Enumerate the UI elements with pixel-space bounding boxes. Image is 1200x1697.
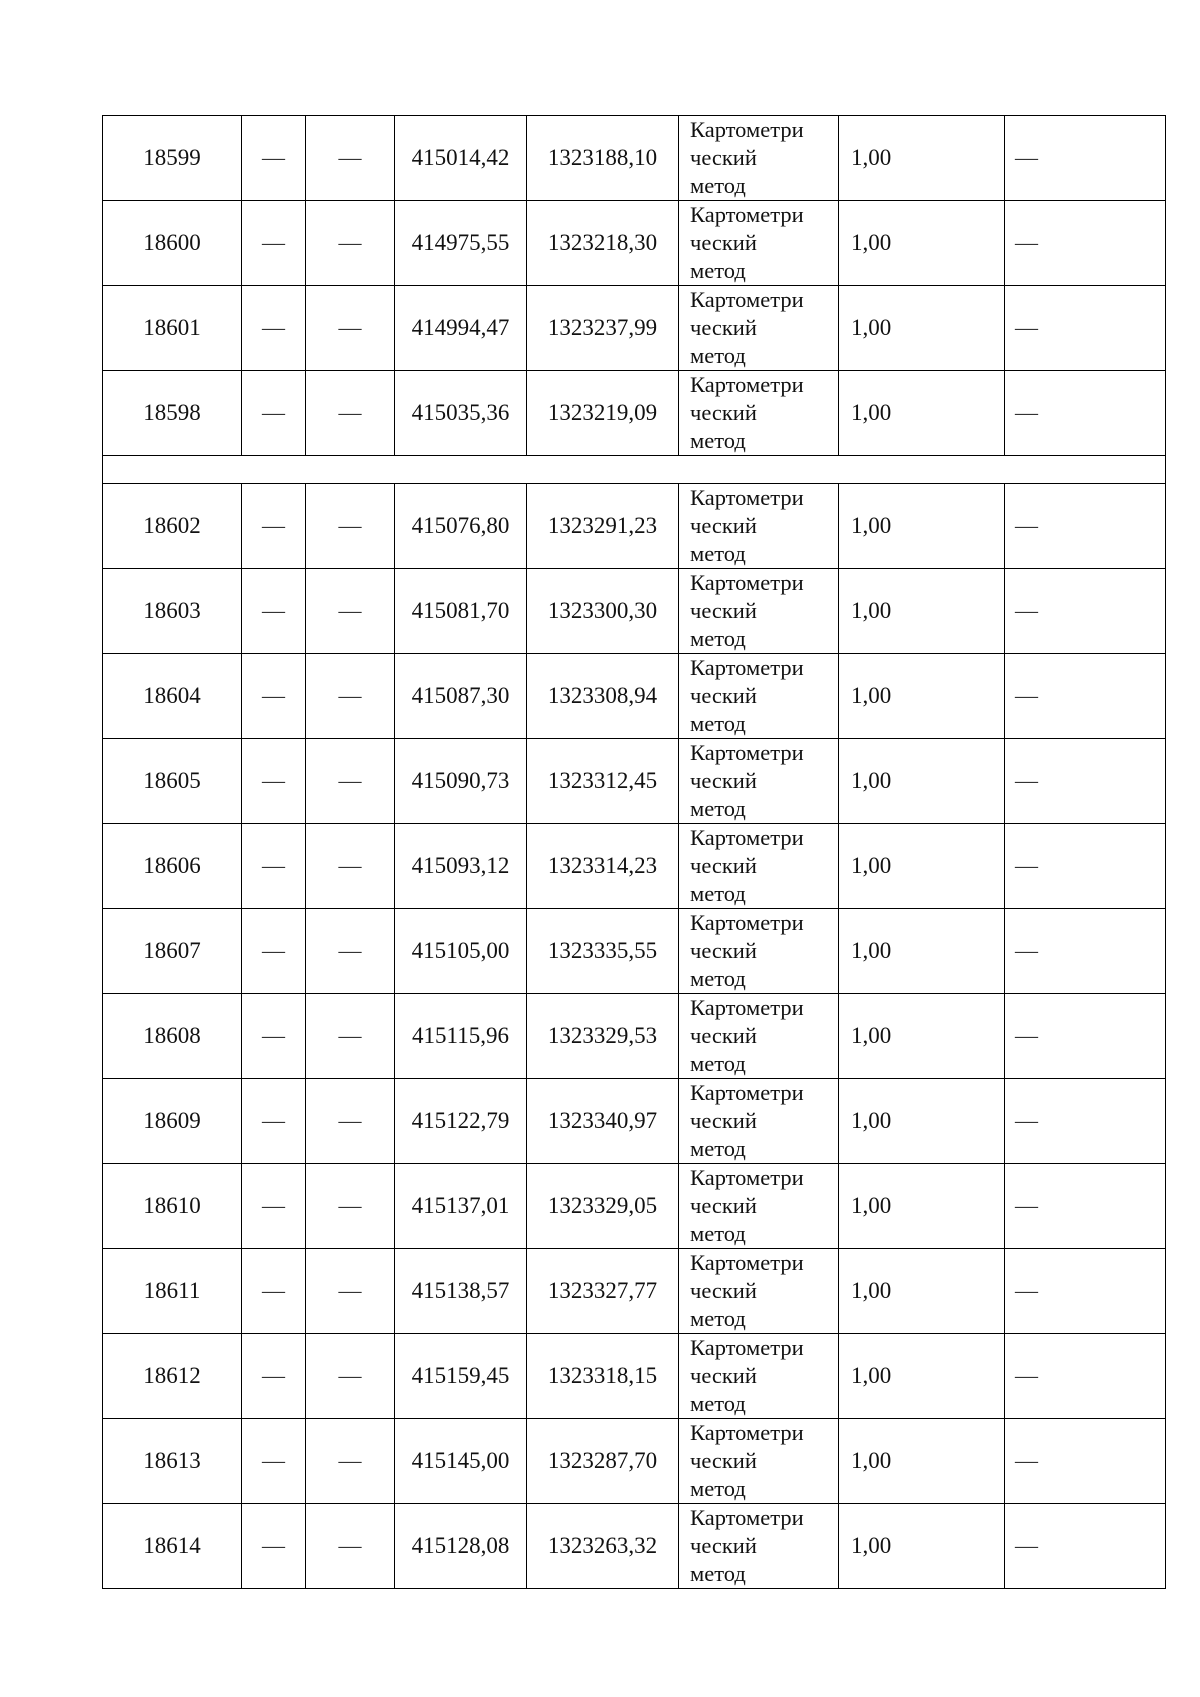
point-number-cell: 18606: [103, 824, 242, 909]
accuracy-cell: 1,00: [839, 371, 1005, 456]
y-coordinate-cell: 1323300,30: [527, 569, 679, 654]
empty-value-cell: —: [242, 569, 306, 654]
empty-value-cell: —: [242, 994, 306, 1079]
method-text-line: метод: [690, 626, 746, 651]
empty-value-cell: —: [306, 201, 395, 286]
empty-value-cell: —: [306, 1164, 395, 1249]
empty-value-cell: —: [306, 286, 395, 371]
method-text-line: ческий: [690, 1533, 757, 1558]
point-number-cell: 18607: [103, 909, 242, 994]
method-cell: [679, 116, 839, 201]
empty-value-cell: —: [1005, 1249, 1166, 1334]
table-row: [103, 1164, 1166, 1249]
method-text-line: метод: [690, 796, 746, 821]
empty-value-cell: —: [242, 1079, 306, 1164]
empty-value-cell: —: [1005, 1079, 1166, 1164]
method-text-line: ческий: [690, 400, 757, 425]
y-coordinate-cell: 1323291,23: [527, 484, 679, 569]
method-text-line: ческий: [690, 1363, 757, 1388]
accuracy-cell: 1,00: [839, 909, 1005, 994]
empty-value-cell: —: [242, 286, 306, 371]
empty-value-cell: —: [1005, 824, 1166, 909]
point-number-cell: 18604: [103, 654, 242, 739]
x-coordinate-cell: 415128,08: [395, 1504, 527, 1589]
method-text-line: метод: [690, 1051, 746, 1076]
table-row: [103, 994, 1166, 1079]
table-separator-row: [103, 456, 1166, 484]
empty-value-cell: —: [1005, 569, 1166, 654]
y-coordinate-cell: 1323335,55: [527, 909, 679, 994]
method-text-line: ческий: [690, 938, 757, 963]
empty-value-cell: —: [1005, 1164, 1166, 1249]
table-row: [103, 824, 1166, 909]
table-row: [103, 909, 1166, 994]
empty-value-cell: —: [306, 1419, 395, 1504]
y-coordinate-cell: 1323219,09: [527, 371, 679, 456]
point-number-cell: 18602: [103, 484, 242, 569]
method-text-line: метод: [690, 1306, 746, 1331]
empty-value-cell: —: [306, 371, 395, 456]
empty-value-cell: —: [306, 1249, 395, 1334]
method-text-line: Картометри: [690, 995, 804, 1020]
table-row: [103, 484, 1166, 569]
method-cell: [679, 371, 839, 456]
table-body: [103, 116, 1166, 1589]
x-coordinate-cell: 415137,01: [395, 1164, 527, 1249]
x-coordinate-cell: 415115,96: [395, 994, 527, 1079]
table-row: [103, 1334, 1166, 1419]
empty-value-cell: —: [242, 1164, 306, 1249]
method-cell: [679, 1249, 839, 1334]
empty-value-cell: —: [306, 654, 395, 739]
method-cell: [679, 484, 839, 569]
table-row: [103, 654, 1166, 739]
y-coordinate-cell: 1323218,30: [527, 201, 679, 286]
method-text-line: Картометри: [690, 655, 804, 680]
empty-value-cell: —: [1005, 909, 1166, 994]
method-cell: [679, 569, 839, 654]
table-row: [103, 1419, 1166, 1504]
y-coordinate-cell: 1323329,05: [527, 1164, 679, 1249]
y-coordinate-cell: 1323308,94: [527, 654, 679, 739]
accuracy-cell: 1,00: [839, 1079, 1005, 1164]
empty-value-cell: —: [242, 1504, 306, 1589]
x-coordinate-cell: 414975,55: [395, 201, 527, 286]
empty-value-cell: —: [306, 739, 395, 824]
empty-value-cell: —: [306, 824, 395, 909]
method-cell: [679, 824, 839, 909]
x-coordinate-cell: 415105,00: [395, 909, 527, 994]
method-text-line: Картометри: [690, 1165, 804, 1190]
method-text-line: Картометри: [690, 202, 804, 227]
empty-value-cell: —: [242, 116, 306, 201]
method-text-line: метод: [690, 1561, 746, 1586]
method-text-line: Картометри: [690, 1335, 804, 1360]
point-number-cell: 18598: [103, 371, 242, 456]
method-text-line: метод: [690, 1221, 746, 1246]
method-cell: [679, 909, 839, 994]
method-text-line: Картометри: [690, 910, 804, 935]
method-text-line: метод: [690, 343, 746, 368]
method-text-line: ческий: [690, 315, 757, 340]
method-cell: [679, 1079, 839, 1164]
accuracy-cell: 1,00: [839, 1249, 1005, 1334]
accuracy-cell: 1,00: [839, 994, 1005, 1079]
x-coordinate-cell: 415093,12: [395, 824, 527, 909]
point-number-cell: 18600: [103, 201, 242, 286]
separator-cell: [103, 456, 1166, 484]
method-text-line: метод: [690, 428, 746, 453]
x-coordinate-cell: 414994,47: [395, 286, 527, 371]
accuracy-cell: 1,00: [839, 1164, 1005, 1249]
empty-value-cell: —: [1005, 286, 1166, 371]
method-text-line: ческий: [690, 853, 757, 878]
y-coordinate-cell: 1323329,53: [527, 994, 679, 1079]
method-text-line: Картометри: [690, 372, 804, 397]
y-coordinate-cell: 1323327,77: [527, 1249, 679, 1334]
method-text-line: Картометри: [690, 485, 804, 510]
table-row: [103, 1249, 1166, 1334]
method-text-line: метод: [690, 881, 746, 906]
accuracy-cell: 1,00: [839, 1419, 1005, 1504]
empty-value-cell: —: [1005, 1334, 1166, 1419]
method-text-line: метод: [690, 258, 746, 283]
empty-value-cell: —: [242, 739, 306, 824]
point-number-cell: 18601: [103, 286, 242, 371]
method-text-line: метод: [690, 1391, 746, 1416]
x-coordinate-cell: 415090,73: [395, 739, 527, 824]
empty-value-cell: —: [306, 909, 395, 994]
empty-value-cell: —: [242, 1419, 306, 1504]
x-coordinate-cell: 415145,00: [395, 1419, 527, 1504]
method-text-line: ческий: [690, 1278, 757, 1303]
method-text-line: метод: [690, 966, 746, 991]
method-cell: [679, 286, 839, 371]
method-text-line: Картометри: [690, 1505, 804, 1530]
y-coordinate-cell: 1323263,32: [527, 1504, 679, 1589]
method-text-line: Картометри: [690, 1250, 804, 1275]
point-number-cell: 18611: [103, 1249, 242, 1334]
accuracy-cell: 1,00: [839, 739, 1005, 824]
empty-value-cell: —: [306, 569, 395, 654]
method-text-line: метод: [690, 711, 746, 736]
method-cell: [679, 739, 839, 824]
empty-value-cell: —: [1005, 654, 1166, 739]
accuracy-cell: 1,00: [839, 654, 1005, 739]
empty-value-cell: —: [306, 994, 395, 1079]
x-coordinate-cell: 415014,42: [395, 116, 527, 201]
accuracy-cell: 1,00: [839, 484, 1005, 569]
method-text-line: метод: [690, 1136, 746, 1161]
method-text-line: Картометри: [690, 287, 804, 312]
empty-value-cell: —: [1005, 1419, 1166, 1504]
empty-value-cell: —: [1005, 1504, 1166, 1589]
method-cell: [679, 201, 839, 286]
method-text-line: Картометри: [690, 740, 804, 765]
x-coordinate-cell: 415087,30: [395, 654, 527, 739]
method-text-line: ческий: [690, 1023, 757, 1048]
point-number-cell: 18599: [103, 116, 242, 201]
method-text-line: метод: [690, 173, 746, 198]
table-row: [103, 371, 1166, 456]
y-coordinate-cell: 1323287,70: [527, 1419, 679, 1504]
empty-value-cell: —: [1005, 994, 1166, 1079]
method-cell: [679, 1419, 839, 1504]
method-text-line: Картометри: [690, 1420, 804, 1445]
y-coordinate-cell: 1323318,15: [527, 1334, 679, 1419]
point-number-cell: 18609: [103, 1079, 242, 1164]
y-coordinate-cell: 1323314,23: [527, 824, 679, 909]
table-row: [103, 116, 1166, 201]
accuracy-cell: 1,00: [839, 286, 1005, 371]
x-coordinate-cell: 415138,57: [395, 1249, 527, 1334]
method-cell: [679, 654, 839, 739]
method-text-line: ческий: [690, 683, 757, 708]
empty-value-cell: —: [1005, 484, 1166, 569]
empty-value-cell: —: [1005, 371, 1166, 456]
empty-value-cell: —: [242, 909, 306, 994]
table-row: [103, 569, 1166, 654]
empty-value-cell: —: [242, 484, 306, 569]
x-coordinate-cell: 415122,79: [395, 1079, 527, 1164]
point-number-cell: 18610: [103, 1164, 242, 1249]
empty-value-cell: —: [1005, 116, 1166, 201]
method-text-line: Картометри: [690, 825, 804, 850]
empty-value-cell: —: [242, 1334, 306, 1419]
method-text-line: ческий: [690, 1448, 757, 1473]
empty-value-cell: —: [1005, 201, 1166, 286]
method-text-line: метод: [690, 1476, 746, 1501]
accuracy-cell: 1,00: [839, 1504, 1005, 1589]
method-cell: [679, 1504, 839, 1589]
method-text-line: ческий: [690, 768, 757, 793]
method-cell: [679, 994, 839, 1079]
point-number-cell: 18603: [103, 569, 242, 654]
method-text-line: ческий: [690, 145, 757, 170]
x-coordinate-cell: 415035,36: [395, 371, 527, 456]
method-cell: [679, 1334, 839, 1419]
point-number-cell: 18614: [103, 1504, 242, 1589]
point-number-cell: 18608: [103, 994, 242, 1079]
method-text-line: ческий: [690, 230, 757, 255]
empty-value-cell: —: [242, 1249, 306, 1334]
accuracy-cell: 1,00: [839, 1334, 1005, 1419]
x-coordinate-cell: 415076,80: [395, 484, 527, 569]
y-coordinate-cell: 1323188,10: [527, 116, 679, 201]
empty-value-cell: —: [306, 1334, 395, 1419]
method-text-line: метод: [690, 541, 746, 566]
method-text-line: ческий: [690, 1193, 757, 1218]
y-coordinate-cell: 1323237,99: [527, 286, 679, 371]
accuracy-cell: 1,00: [839, 201, 1005, 286]
method-text-line: ческий: [690, 513, 757, 538]
empty-value-cell: —: [242, 371, 306, 456]
accuracy-cell: 1,00: [839, 116, 1005, 201]
table-row: [103, 1504, 1166, 1589]
point-number-cell: 18612: [103, 1334, 242, 1419]
method-text-line: Картометри: [690, 117, 804, 142]
table-row: [103, 201, 1166, 286]
y-coordinate-cell: 1323340,97: [527, 1079, 679, 1164]
method-text-line: Картометри: [690, 570, 804, 595]
method-text-line: Картометри: [690, 1080, 804, 1105]
x-coordinate-cell: 415081,70: [395, 569, 527, 654]
point-number-cell: 18605: [103, 739, 242, 824]
table-row: [103, 739, 1166, 824]
accuracy-cell: 1,00: [839, 824, 1005, 909]
empty-value-cell: —: [242, 654, 306, 739]
table-row: [103, 1079, 1166, 1164]
empty-value-cell: —: [242, 824, 306, 909]
coordinates-table: [102, 115, 1166, 1589]
empty-value-cell: —: [306, 1504, 395, 1589]
empty-value-cell: —: [306, 1079, 395, 1164]
empty-value-cell: —: [306, 484, 395, 569]
accuracy-cell: 1,00: [839, 569, 1005, 654]
empty-value-cell: —: [1005, 739, 1166, 824]
y-coordinate-cell: 1323312,45: [527, 739, 679, 824]
empty-value-cell: —: [242, 201, 306, 286]
x-coordinate-cell: 415159,45: [395, 1334, 527, 1419]
empty-value-cell: —: [306, 116, 395, 201]
table-row: [103, 286, 1166, 371]
method-text-line: ческий: [690, 598, 757, 623]
method-cell: [679, 1164, 839, 1249]
point-number-cell: 18613: [103, 1419, 242, 1504]
method-text-line: ческий: [690, 1108, 757, 1133]
